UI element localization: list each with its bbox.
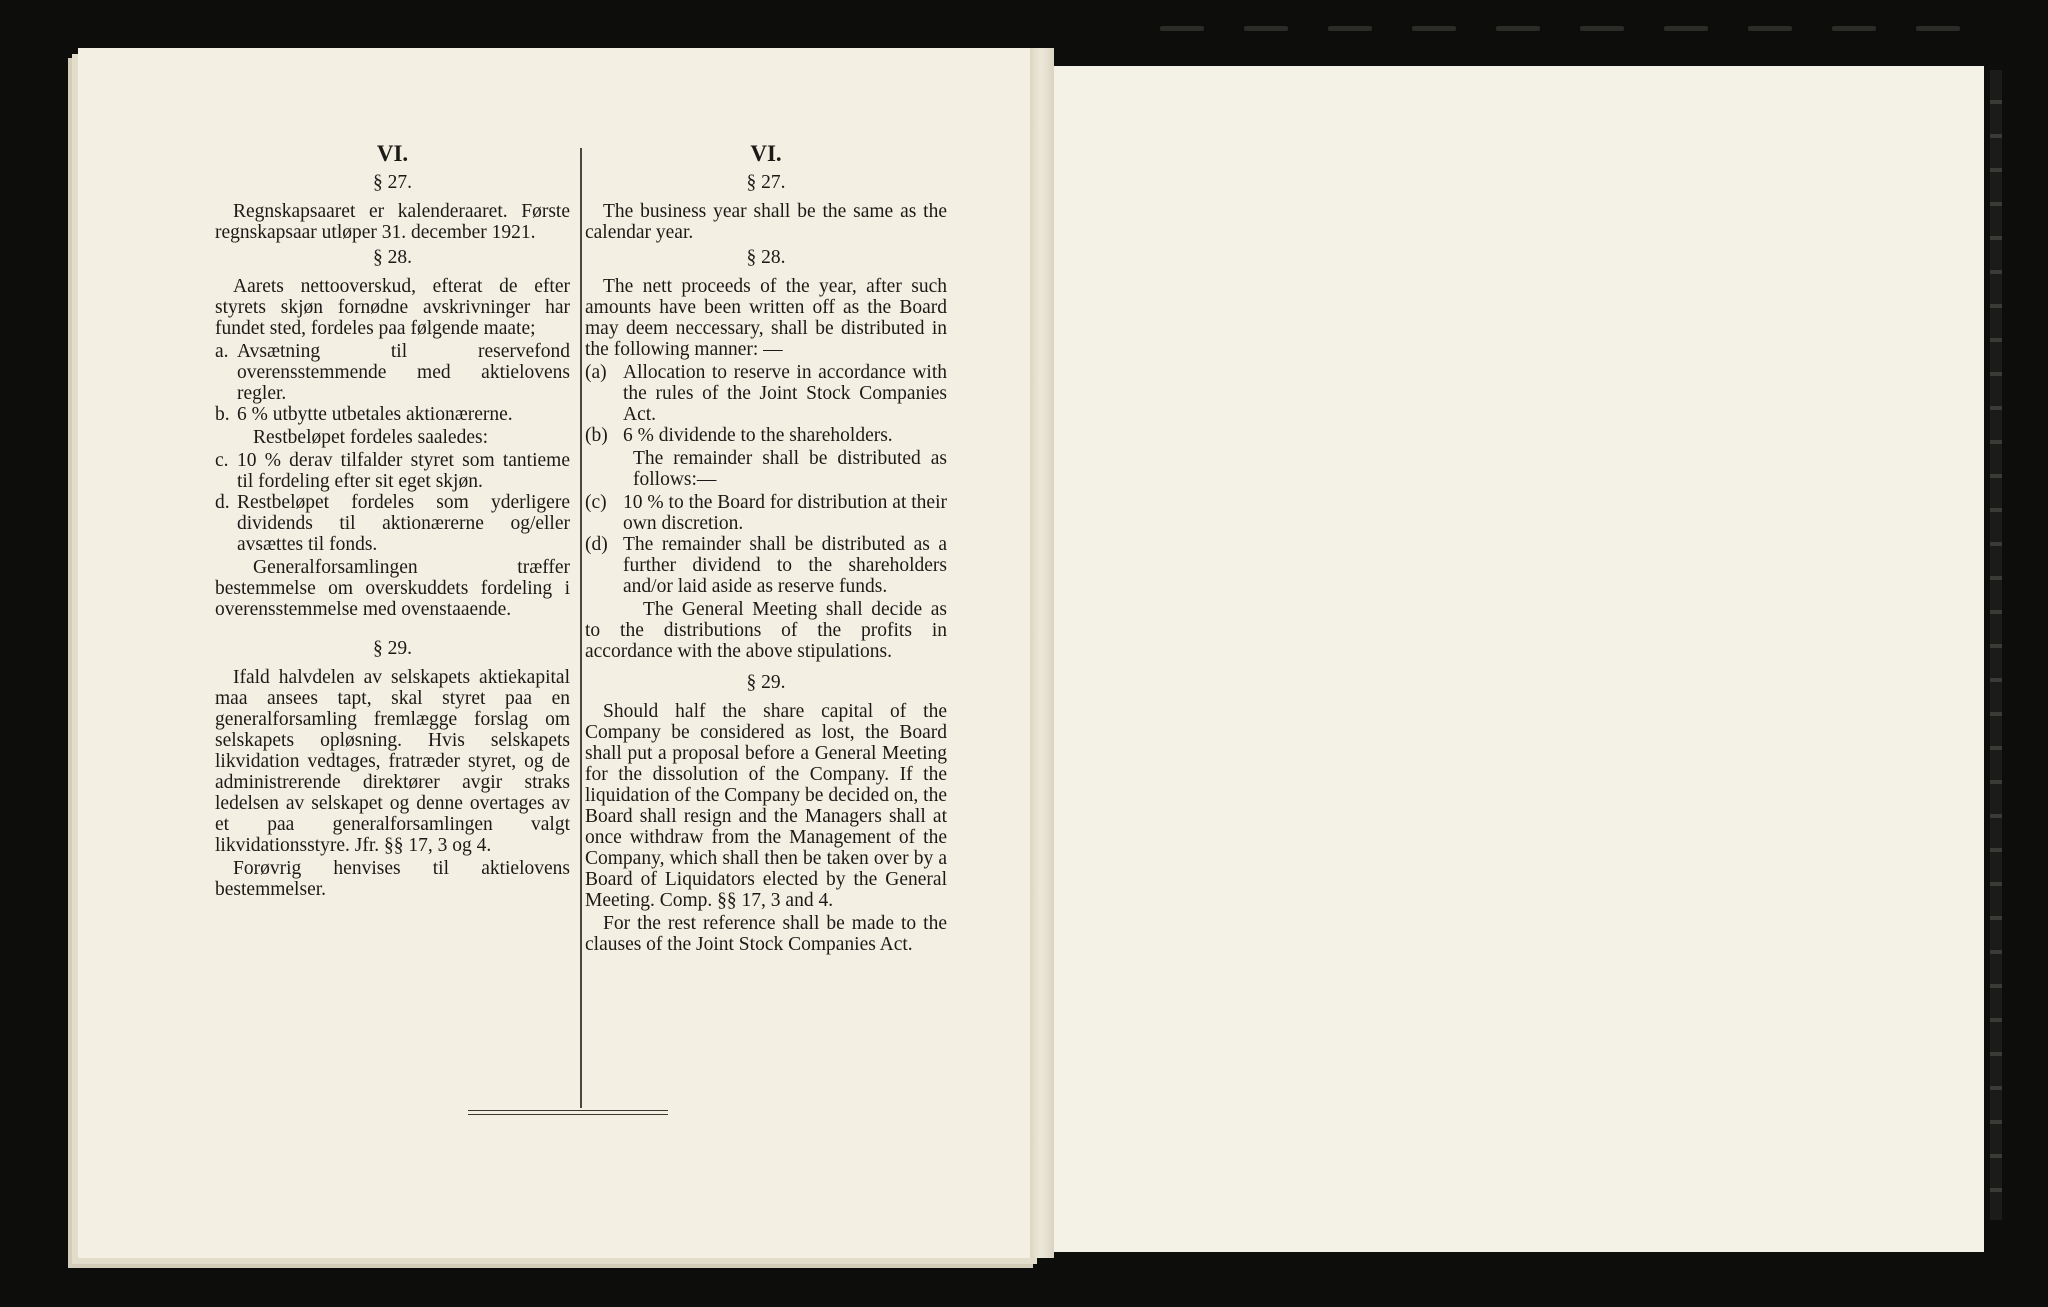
remainder-note: The remainder shall be distributed as follows:—: [633, 448, 947, 490]
section-29-text: Should half the share capital of the Company be considered as lost, the Board shall put a proposal before a General Meeting for the dissolution of the Company. If the liquidation of the Company be decided on, the Board shall resign and the Managers shall at once withdraw from the Management of the Company, which shall then be taken over by a Board of Liquidators elected by the General Meeting. Comp. §§ 17, 3 and 4.: [585, 701, 947, 911]
closing-text: Forøvrig henvises til aktielovens bestemmelser.: [215, 858, 570, 900]
list-item-key: (a): [585, 362, 607, 383]
list-items-ab: [585, 362, 947, 446]
list-item: [585, 534, 947, 597]
list-item-key: a.: [215, 341, 229, 362]
general-meeting-text: The General Meeting shall decide as to the distributions of the profits in accordance with the above stipulations.: [585, 599, 947, 662]
list-item-key: (c): [585, 492, 607, 513]
list-item-text: Avsætning til reservefond overensstemmende med aktielovens regler.: [237, 341, 570, 404]
list-item-text: The remainder shall be distributed as a further dividend to the shareholders and/or laid aside as reserve funds.: [623, 534, 947, 597]
list-items-cd: [585, 492, 947, 597]
section-27-heading: § 27.: [373, 172, 412, 193]
list-item: [585, 492, 947, 534]
list-item-key: (d): [585, 534, 608, 555]
closing-text: For the rest reference shall be made to the clauses of the Joint Stock Companies Act.: [585, 913, 947, 955]
section-29-text: Ifald halvdelen av selskapets aktiekapital maa ansees tapt, skal styret paa en generalforsamling fremlægge forslag om selskapets opløsning. Hvis selskapets likvidation vedtages, fratræder styret, og de administrerende direktører avgir straks ledelsen av selskapet og denne overtages av et paa generalforsamlingen valgt likvidationsstyre. Jfr. §§ 17, 3 og 4.: [215, 667, 570, 856]
section-28-heading: § 28.: [373, 247, 412, 268]
norwegian-column: [215, 140, 570, 902]
general-meeting-text: Generalforsamlingen træffer bestemmelse om overskuddets fordeling i overensstemmelse med ovenstaaende.: [215, 557, 570, 620]
list-item-key: (b): [585, 425, 608, 446]
column-divider: [580, 148, 582, 1108]
list-item: [215, 341, 570, 404]
page-gutter: [1030, 48, 1054, 1258]
list-item-text: 6 % utbytte utbetales aktionærerne.: [237, 404, 513, 425]
scan-edge-marks: [1160, 26, 1960, 34]
list-item-text: 6 % dividende to the shareholders.: [623, 425, 893, 446]
right-page-blank: [1040, 66, 1984, 1252]
section-29-heading: § 29.: [373, 638, 412, 659]
list-item-key: d.: [215, 492, 230, 513]
chapter-heading: VI.: [376, 141, 409, 166]
scan-ruler-edge: [1990, 70, 2002, 1220]
section-28-intro: Aarets nettooverskud, efterat de efter styrets skjøn fornødne avskrivninger har fundet sted, fordeles paa følgende maate;: [215, 276, 570, 339]
chapter-heading: VI.: [750, 141, 782, 166]
end-rule: [468, 1110, 668, 1115]
list-item: [585, 362, 947, 425]
list-item: [215, 404, 570, 425]
list-items-ab: [215, 341, 570, 425]
section-27-text: The business year shall be the same as the calendar year.: [585, 201, 947, 243]
section-27-text: Regnskapsaaret er kalenderaaret. Første regnskapsaar utløper 31. december 1921.: [215, 201, 570, 243]
remainder-note: Restbeløpet fordeles saaledes:: [253, 427, 488, 448]
list-item-text: 10 % to the Board for distribution at their own discretion.: [623, 492, 947, 534]
section-28-heading: § 28.: [746, 247, 786, 268]
list-item-key: c.: [215, 450, 229, 471]
list-item-text: Restbeløpet fordeles som yderligere dividends til aktionærerne og/eller avsættes til fonds.: [237, 492, 570, 555]
section-27-heading: § 27.: [746, 172, 786, 193]
list-items-cd: [215, 450, 570, 555]
english-column: [585, 140, 947, 957]
list-item-text: Allocation to reserve in accordance with the rules of the Joint Stock Companies Act.: [623, 362, 947, 425]
list-item-text: 10 % derav tilfalder styret som tantieme til fordeling efter sit eget skjøn.: [237, 450, 570, 492]
list-item: [215, 492, 570, 555]
list-item: [585, 425, 947, 446]
list-item: [215, 450, 570, 492]
section-28-intro: The nett proceeds of the year, after such amounts have been written off as the Board may deem neccessary, shall be distributed in the following manner: —: [585, 276, 947, 360]
list-item-key: b.: [215, 404, 230, 425]
section-29-heading: § 29.: [746, 672, 786, 693]
